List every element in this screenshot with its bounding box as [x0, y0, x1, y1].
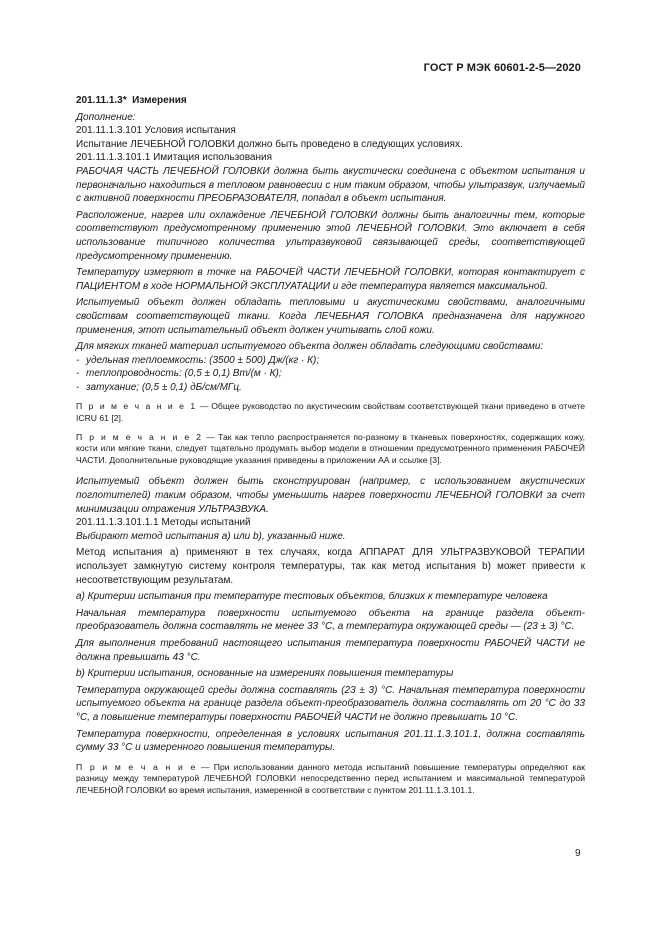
- note-2: [76, 432, 585, 467]
- paragraph: Для мягких тканей материал испытуемого объекта должен обладать следующими свойствами:: [76, 341, 544, 353]
- note-label: П р и м е ч а н и е 2: [76, 431, 203, 442]
- subclause-test-methods: 201.11.1.3.101.1.1 Методы испытаний: [76, 517, 251, 529]
- criterion-b: b) Критерии испытания, основанные на измерениях повышения температуры: [76, 668, 454, 680]
- paragraph: Испытуемый объект должен быть сконструирован (например, с использованием акустических поглотителей) таким образом, чтобы уменьшить нагрев поверхности ЛЕЧЕБНОЙ ГОЛОВКИ за счет минимизации отражения УЛЬТРАЗВУКА.: [76, 476, 585, 515]
- section-heading: [76, 94, 585, 108]
- paragraph: Температура окружающей среды должна составлять (23 ± 3) °С. Начальная температура поверхности испытуемого объекта на границе раздела объект-преобразователь должна составлять от 20 °С до 33 °С, а повышение температуры поверхности РАБОЧЕЙ ЧАСТИ не должно превышать 10 °С.: [76, 684, 585, 723]
- paragraph: Испытуемый объект должен обладать тепловыми и акустическими свойствами, аналогичными свойствам соответствующей ткани. Когда ЛЕЧЕБНАЯ ГОЛОВКА предназначена для наружного применения, этот испытательный объект должен учитывать слой кожи.: [76, 297, 585, 336]
- paragraph-addition: Дополнение:: [76, 111, 136, 123]
- paragraph: Расположение, нагрев или охлаждение ЛЕЧЕБНОЙ ГОЛОВКИ должны быть аналогичны тем, которые соответствуют предусмотренному применению этой ЛЕЧЕБНОЙ ГОЛОВКИ. Это включает в себя использование типичного количества ультразвуковой связывающей среды, соответствующей предусмотренному применению.: [76, 209, 585, 262]
- note-text: — При использовании данного метода испытаний повышение температуры определяют как разницу между температурой ЛЕЧЕБНОЙ ГОЛОВКИ непосредственно перед испытанием и максимальной температурой ЛЕЧЕБНОЙ ГОЛОВКИ во время испытания, измеренной в соответствии с пунктом 201.11.1.3.101.1.: [76, 761, 585, 795]
- criterion-a: a) Критерии испытания при температуре тестовых объектов, близких к температуре человека: [76, 591, 548, 603]
- note-label: П р и м е ч а н и е: [76, 761, 198, 772]
- note-text: — Так как тепло распространяется по-разному в тканевых поверхностях, содержащих кожу, кости или мягкие ткани, следует тщательно продумать выбор модели в отношении предусмотренного применения РАБОЧЕЙ ЧАСТИ. Дополнительные руководящие указания приведены в приложении АА и ссылке [3].: [76, 431, 585, 465]
- paragraph: Выбирают метод испытания a) или b), указанный ниже.: [76, 530, 346, 542]
- paragraph: Испытание ЛЕЧЕБНОЙ ГОЛОВКИ должно быть проведено в следующих условиях.: [76, 138, 463, 150]
- section-title: Измерения: [132, 95, 187, 106]
- paragraph: Температура поверхности, определенная в условиях испытания 201.11.1.3.101.1, должна составлять сумму 33 °С и измеренного повышения температуры.: [76, 728, 585, 754]
- list-item: - теплопроводность: (0,5 ± 0,1) Вт/(м · К);: [76, 368, 282, 380]
- list-item: - удельная теплоемкость: (3500 ± 500) Дж/(кг · К);: [76, 354, 320, 366]
- document-body: [76, 94, 585, 797]
- subclause-use-simulation: 201.11.1.3.101.1 Имитация использования: [76, 152, 272, 164]
- note-1: [76, 401, 585, 424]
- paragraph: Начальная температура поверхности испытуемого объекта на границе раздела объект-преобразователь должна составлять не менее 33 °С, а температура окружающей среды — (23 ± 3) °С.: [76, 607, 585, 633]
- paragraph: РАБОЧАЯ ЧАСТЬ ЛЕЧЕБНОЙ ГОЛОВКИ должна быть акустически соединена с объектом испытания и первоначально находиться в тепловом равновесии с ним таким образом, чтобы ультразвук, излучаемый с активной поверхности ПРЕОБРАЗОВАТЕЛЯ, попадал в объект испытания.: [76, 165, 585, 205]
- document-header: ГОСТ Р МЭК 60601-2-5—2020: [423, 62, 581, 74]
- note-label: П р и м е ч а н и е 1: [76, 401, 197, 412]
- note-3: [76, 762, 585, 797]
- list-item: - затухание; (0,5 ± 0,1) дБ/см/МГц.: [76, 381, 242, 393]
- property-list: [76, 354, 585, 395]
- section-number: 201.11.1.3*: [76, 95, 127, 106]
- subclause-test-conditions: 201.11.1.3.101 Условия испытания: [76, 125, 236, 137]
- paragraph: Для выполнения требований настоящего испытания температура поверхности РАБОЧЕЙ ЧАСТИ не должна превышать 43 °С.: [76, 637, 585, 663]
- page-number: 9: [575, 848, 581, 859]
- paragraph: Метод испытания a) применяют в тех случаях, когда АППАРАТ ДЛЯ УЛЬТРАЗВУКОВОЙ ТЕРАПИИ использует замкнутую систему контроля температуры, так как метод испытания b) может привести к несоответствующим результатам.: [76, 547, 585, 586]
- note-text: — Общее руководство по акустическим свойствам соответствующей ткани приведено в отчете ICRU 61 [2].: [76, 401, 586, 424]
- paragraph: Температуру измеряют в точке на РАБОЧЕЙ ЧАСТИ ЛЕЧЕБНОЙ ГОЛОВКИ, которая контактирует с ПАЦИЕНТОМ в ходе НОРМАЛЬНОЙ ЭКСПЛУАТАЦИИ и где температура является максимальной.: [76, 267, 585, 292]
